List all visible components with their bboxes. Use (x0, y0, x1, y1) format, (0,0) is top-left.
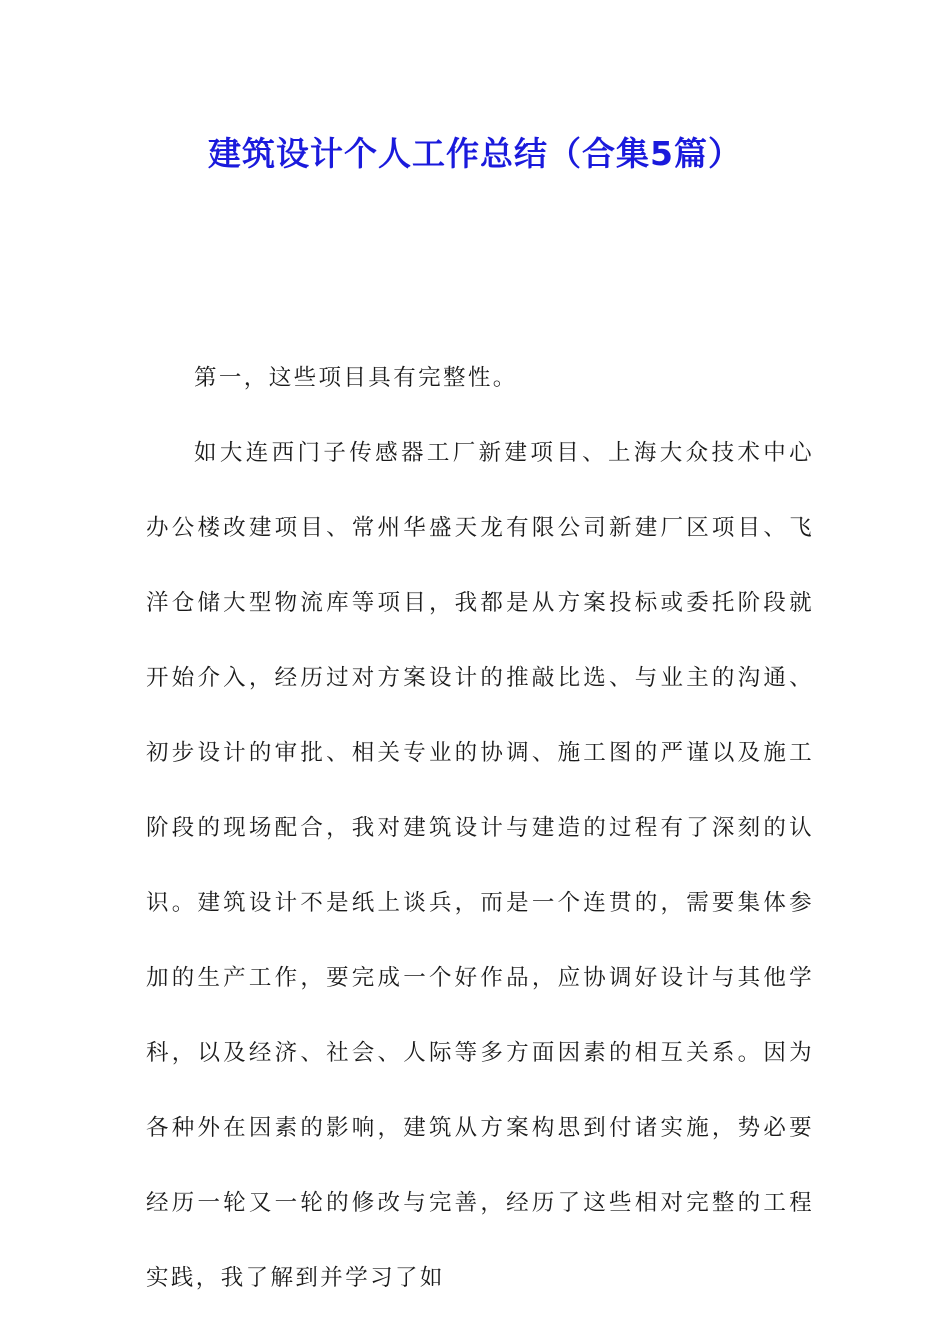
paragraph-1: 第一，这些项目具有完整性。 (194, 365, 518, 391)
paragraph-2: 如大连西门子传感器工厂新建项目、上海大众技术中心办公楼改建项目、常州华盛天龙有限公司新建厂区项目、飞洋仓储大型物流库等项目，我都是从方案投标或委托阶段就开始介入，经历过对方案设计的推敲比选、与业主的沟通、初步设计的审批、相关专业的协调、施工图的严谨以及施工阶段的现场配合，我对建筑设计与建造的过程有了深刻的认识。建筑设计不是纸上谈兵，而是一个连贯的，需要集体参加的生产工作，要完成一个好作品，应协调好设计与其他学科，以及经济、社会、人际等多方面因素的相互关系。因为各种外在因素的影响，建筑从方案构思到付诸实施，势必要经历一轮又一轮的修改与完善，经历了这些相对完整的工程实践，我了解到并学习了如 (146, 440, 814, 1291)
document-title: 建筑设计个人工作总结（合集5篇） (208, 134, 742, 173)
document-body (146, 341, 814, 1316)
